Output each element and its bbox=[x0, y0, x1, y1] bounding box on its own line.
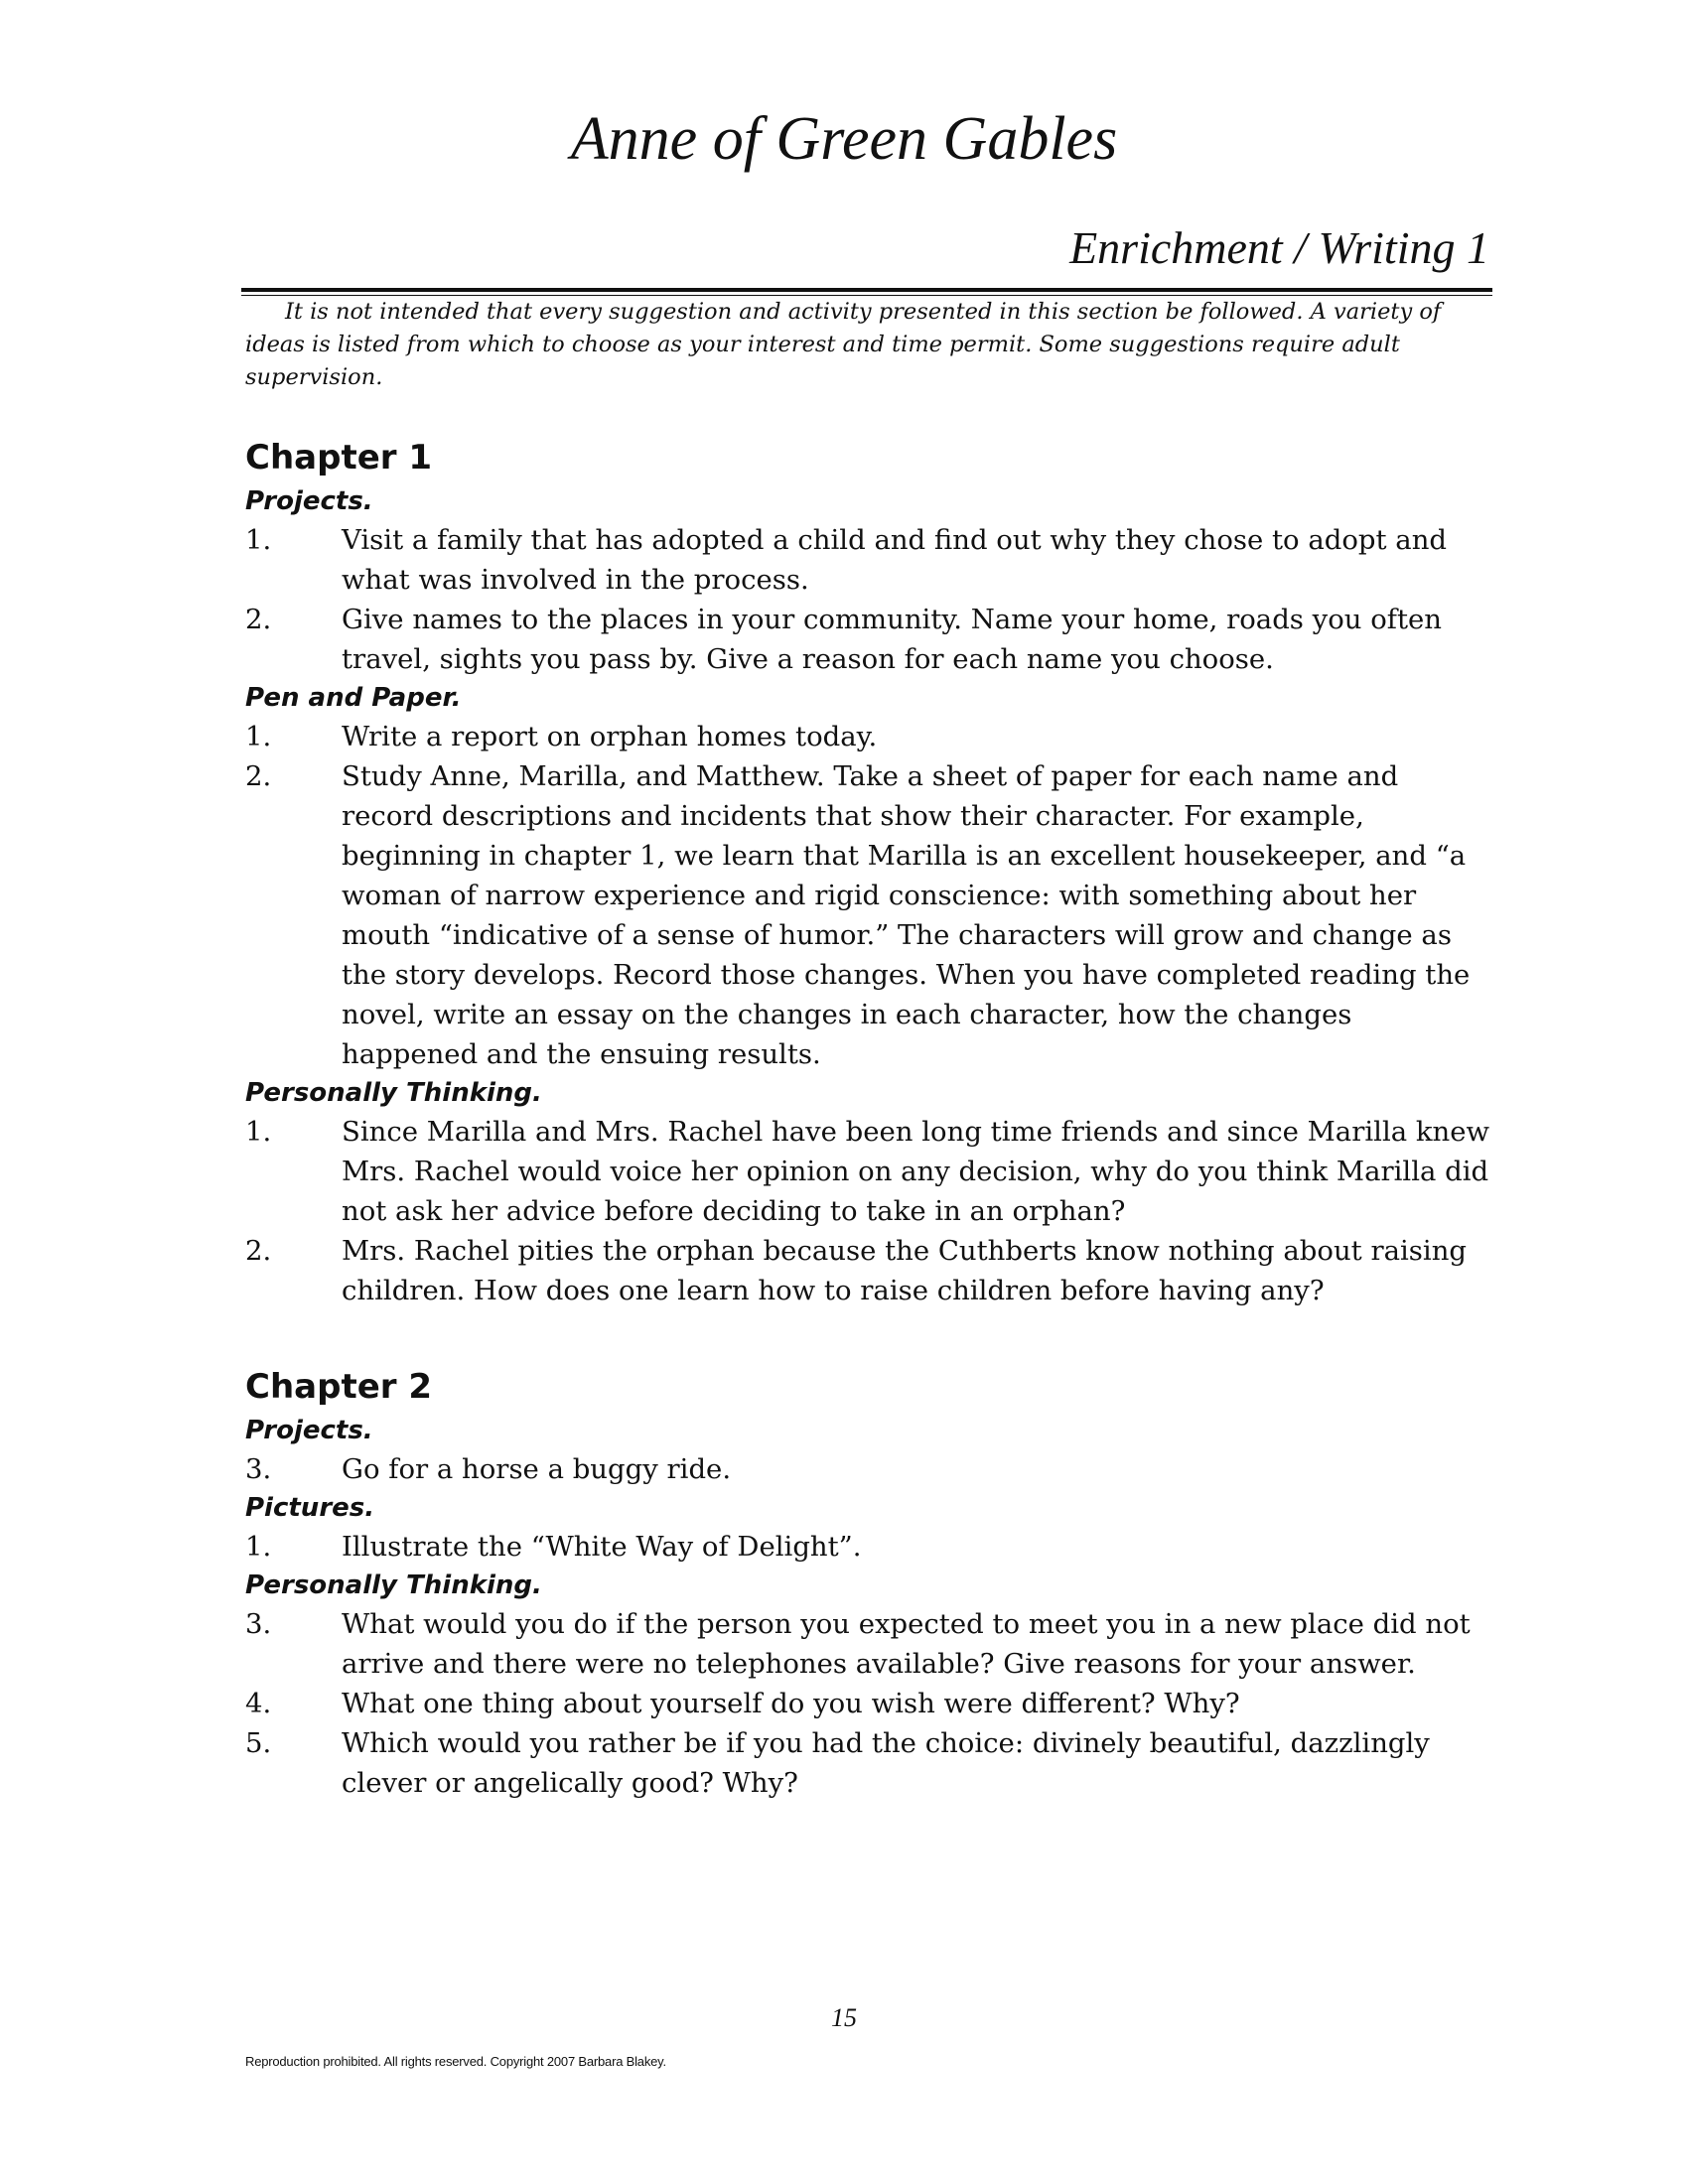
intro-paragraph: It is not intended that every suggestion and activity presented in this section be followed. A variety of ideas is listed from which to choose as your interest and time permit. Some suggestions require adult supervision. bbox=[245, 299, 1442, 390]
item-number: 2. bbox=[245, 604, 272, 635]
list-item bbox=[245, 1449, 1496, 1489]
chapter-2 bbox=[245, 1362, 1496, 1803]
section-heading: Pen and Paper. bbox=[245, 683, 462, 713]
item-text: Mrs. Rachel pities the orphan because the Cuthberts know nothing about raising children. How does one learn how to raise children before having any? bbox=[342, 1235, 1468, 1306]
list-item bbox=[245, 600, 1496, 679]
item-number: 1. bbox=[245, 524, 272, 556]
list-item bbox=[245, 1684, 1496, 1723]
list-item bbox=[245, 520, 1496, 600]
list-item bbox=[245, 756, 1496, 1074]
item-text: Go for a horse a buggy ride. bbox=[342, 1453, 732, 1485]
item-number: 3. bbox=[245, 1453, 272, 1485]
list-item bbox=[245, 1723, 1496, 1803]
item-text: What one thing about yourself do you wish were different? Why? bbox=[342, 1688, 1240, 1719]
chapter-heading: Chapter 1 bbox=[245, 438, 433, 478]
item-list bbox=[245, 1527, 1496, 1567]
section-heading: Personally Thinking. bbox=[245, 1570, 542, 1600]
item-text: Study Anne, Marilla, and Matthew. Take a sheet of paper for each name and record descriptions and incidents that show their character. For example, beginning in chapter 1, we learn that Marilla is an excellent housekeeper, and “a woman of narrow experience and rigid conscience: with something about her mouth “indicative of a sense of humor.” The characters will grow and change as the story develops. Record those changes. When you have completed reading the novel, write an essay on the changes in each character, how the changes happened and the ensuing results. bbox=[342, 760, 1471, 1070]
header-rule-thick bbox=[241, 288, 1492, 292]
item-number: 1. bbox=[245, 721, 272, 752]
section-heading: Pictures. bbox=[245, 1493, 375, 1523]
item-number: 3. bbox=[245, 1608, 272, 1640]
document-subtitle: Enrichment / Writing 1 bbox=[1069, 222, 1489, 273]
item-list bbox=[245, 1449, 1496, 1489]
copyright-notice: Reproduction prohibited. All rights reserved. Copyright 2007 Barbara Blakey. bbox=[245, 2054, 666, 2069]
section-heading: Projects. bbox=[245, 486, 373, 516]
item-text: Give names to the places in your community. Name your home, roads you often travel, sights you pass by. Give a reason for each name you choose. bbox=[342, 604, 1442, 675]
page-number: 15 bbox=[831, 2003, 857, 2032]
item-text: What would you do if the person you expected to meet you in a new place did not arrive and there were no telephones available? Give reasons for your answer. bbox=[342, 1608, 1471, 1680]
chapter-spacer bbox=[245, 1310, 1496, 1362]
item-text: Visit a family that has adopted a child and find out why they chose to adopt and what was involved in the process. bbox=[342, 524, 1448, 596]
item-text: Which would you rather be if you had the choice: divinely beautiful, dazzlingly clever or angelically good? Why? bbox=[342, 1727, 1430, 1799]
item-text: Write a report on orphan homes today. bbox=[342, 721, 878, 752]
content bbox=[245, 433, 1496, 1803]
list-item bbox=[245, 1231, 1496, 1310]
section-heading: Personally Thinking. bbox=[245, 1078, 542, 1108]
item-list bbox=[245, 717, 1496, 1074]
chapter-1 bbox=[245, 433, 1496, 1310]
item-number: 2. bbox=[245, 1235, 272, 1267]
item-list bbox=[245, 520, 1496, 679]
item-list bbox=[245, 1112, 1496, 1310]
item-number: 1. bbox=[245, 1116, 272, 1148]
item-list bbox=[245, 1604, 1496, 1803]
list-item bbox=[245, 717, 1496, 756]
item-number: 4. bbox=[245, 1688, 272, 1719]
item-text: Since Marilla and Mrs. Rachel have been long time friends and since Marilla knew Mrs. Rachel would voice her opinion on any decision, why do you think Marilla did not ask her advice before deciding to take in an orphan? bbox=[342, 1116, 1490, 1227]
chapter-heading: Chapter 2 bbox=[245, 1367, 433, 1407]
list-item bbox=[245, 1112, 1496, 1231]
section-heading: Projects. bbox=[245, 1416, 373, 1445]
document-title: Anne of Green Gables bbox=[570, 105, 1118, 173]
list-item bbox=[245, 1604, 1496, 1684]
item-number: 2. bbox=[245, 760, 272, 792]
item-number: 1. bbox=[245, 1531, 272, 1563]
item-number: 5. bbox=[245, 1727, 272, 1759]
list-item bbox=[245, 1527, 1496, 1567]
item-text: Illustrate the “White Way of Delight”. bbox=[342, 1531, 862, 1563]
